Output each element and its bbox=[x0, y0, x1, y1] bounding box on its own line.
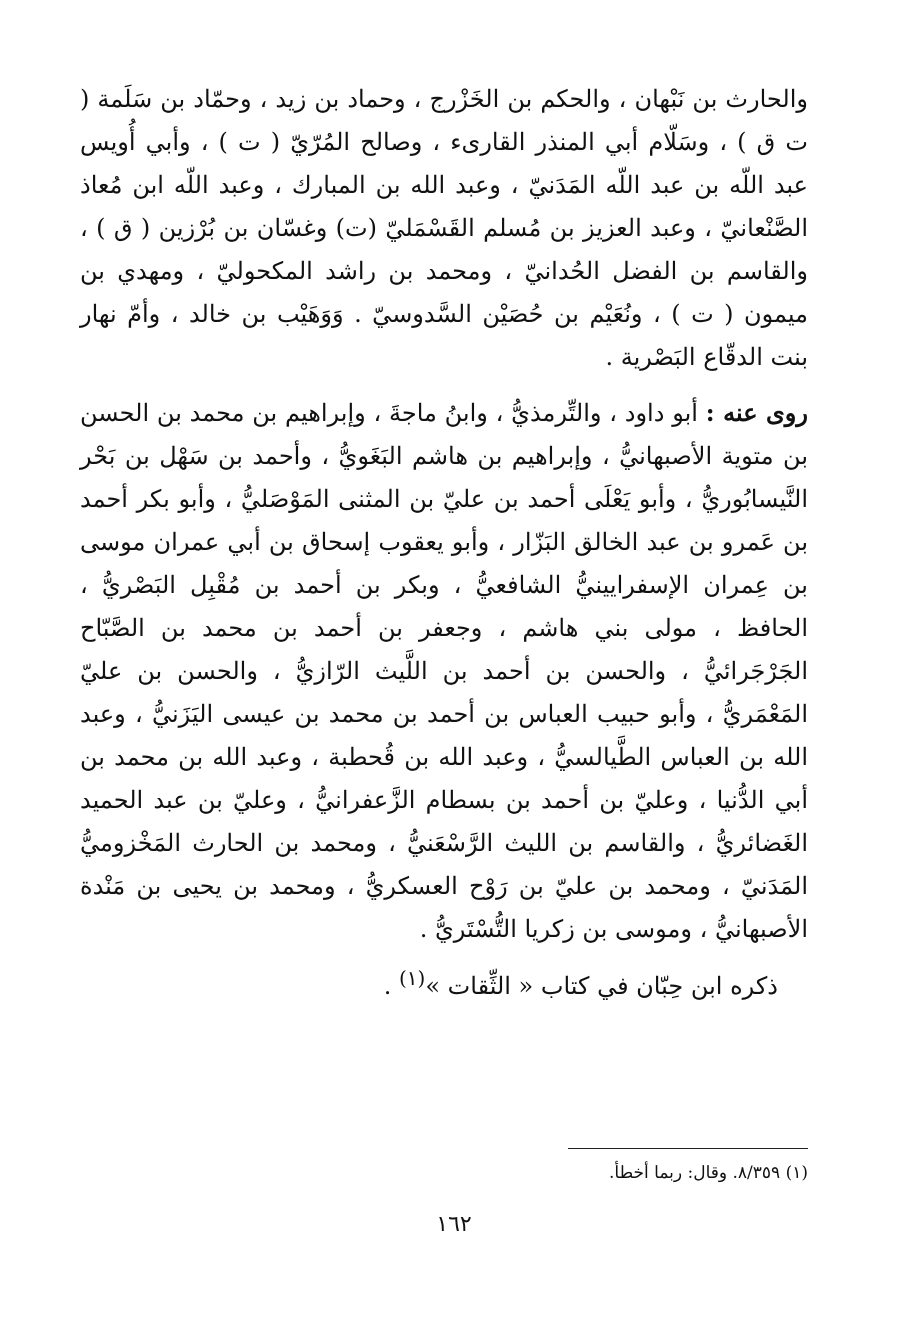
page-number: ١٦٢ bbox=[436, 1212, 472, 1237]
citation-end: . bbox=[383, 972, 399, 1000]
footnote: (١) ٨/٣٥٩. وقال: ربما أخطأ. bbox=[608, 1163, 808, 1183]
footnote-divider bbox=[568, 1148, 808, 1149]
main-text bbox=[80, 78, 808, 1008]
narrators-text: أبو داود ، والتِّرمذيُّ ، وابنُ ماجةَ ، وإبراهيم بن محمد بن الحسن بن متوية الأصبهانيُّ ، وإبراهيم بن هاشم البَغَويُّ ، وأحمد بن سَهْل بن بَحْر النَّيسابُوريُّ ، وأبو يَعْلَى أحمد بن عليّ بن المثنى المَوْصَليُّ ، وأبو بكر أحمد بن عَمرو بن عبد الخالق البَزّار ، وأبو يعقوب إسحاق بن أبي عمران موسى بن عِمران الإسفرايينيُّ الشافعيُّ ، وبكر بن أحمد بن مُقْبِل البَصْريُّ ، الحافظ ، مولى بني هاشم ، وجعفر بن أحمد بن محمد بن الصَّبّاح الجَرْجَرائيُّ ، والحسن بن أحمد بن اللَّيث الرّازيُّ ، والحسن بن عليّ المَعْمَريُّ ، وأبو حبيب العباس بن أحمد بن محمد بن عيسى اليَزَنيُّ ، وعبد الله بن العباس الطَّيالسيُّ ، وعبد الله بن قُحطبة ، وعبد الله بن محمد بن أبي الدُّنيا ، وعليّ بن أحمد بن بسطام الزَّعفرانيُّ ، وعليّ بن عبد الحميد الغَضائريُّ ، والقاسم بن الليث الرَّسْعَنيُّ ، ومحمد بن الحارث المَخْزوميُّ المَدَنيّ ، ومحمد بن عليّ بن رَوْح العسكريُّ ، ومحمد بن يحيى بن مَنْدة الأصبهانيُّ ، وموسى بن زكريا التُّسْتَريُّ . bbox=[80, 399, 809, 943]
citation-text: ذكره ابن حِبّان في كتاب « الثِّقات » bbox=[425, 972, 778, 1000]
footnote-ref: (١) bbox=[398, 966, 426, 990]
paragraph-citation bbox=[80, 957, 808, 1008]
narrators-label: روى عنه : bbox=[705, 398, 808, 427]
paragraph-teachers: والحارث بن نَبْهان ، والحكم بن الخَزْرج ، وحماد بن زيد ، وحمّاد بن سَلَمة ( ت ق ) ، وسَلّام أبي المنذر القارىء ، وصالح المُرّيّ ( ت ) ، وأبي أُويس عبد اللّه بن عبد اللّه المَدَنيّ ، وعبد الله بن المبارك ، وعبد اللّه ابن مُعاذ الصَّنْعانيّ ، وعبد العزيز بن مُسلم القَسْمَليّ (ت) وغسّان بن بُرْزين ( ق ) ، والقاسم بن الفضل الحُدانيّ ، ومحمد بن راشد المكحوليّ ، ومهدي بن ميمون ( ت ) ، ونُعَيْم بن حُصَيْن السَّدوسيّ . وَوَهَيْب بن خالد ، وأمّ نهار بنت الدقّاع البَصْرية . bbox=[80, 85, 808, 371]
paragraph-narrators bbox=[80, 391, 808, 951]
